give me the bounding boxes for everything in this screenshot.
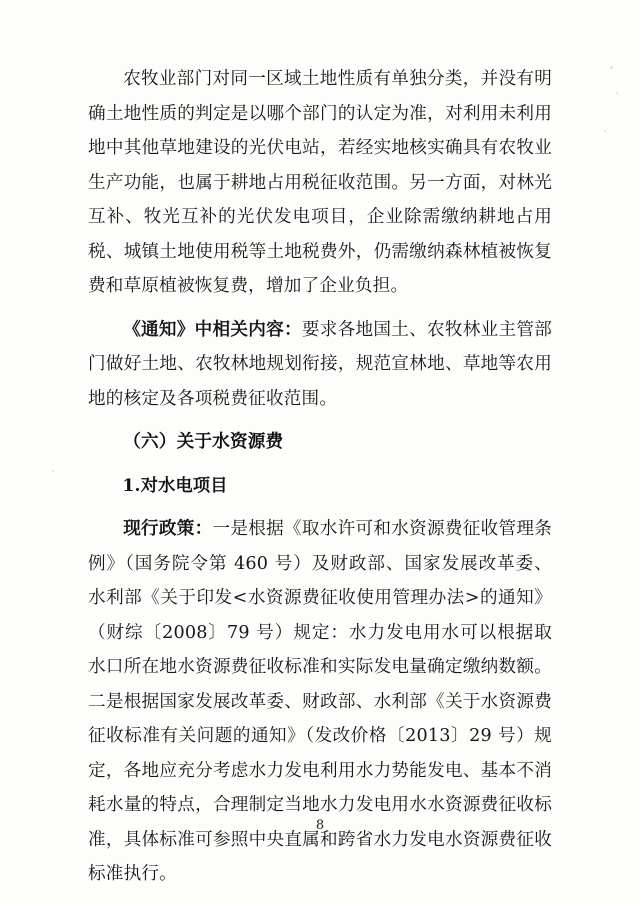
scan-speckle: [616, 92, 618, 94]
page-number: 8: [315, 818, 325, 833]
scan-speckle: [610, 66, 613, 69]
paragraph-1: 农牧业部门对同一区域土地性质有单独分类，并没有明确土地性质的判定是以哪个部门的认定为准，对利用未利用地中其他草地建设的光伏电站，若经实地核实确具有农牧业生产功能，也属于耕地占用税征收范围。另一方面，对林光互补、牧光互补的光伏发电项目，企业除需缴纳耕地占用税、城镇土地使用税等土地税费外，仍需缴纳森林植被恢复费和草原植被恢复费，增加了企业负担。: [88, 69, 552, 296]
document-text-body: [88, 62, 552, 892]
paragraph-spacer: [88, 460, 552, 469]
paragraph-spacer: [88, 416, 552, 425]
section-heading: （六）关于水资源费: [123, 431, 284, 452]
paragraph-3-lead: 现行政策：: [123, 518, 213, 539]
paragraph-3-text: 一是根据《取水许可和水资源费征收管理条例》（国务院令第 460 号）及财政部、国家发展改革委、水利部《关于印发<水资源费征收使用管理办法>的通知》（财综〔2008〕79 号）规定：水力发电用水可以根据取水口所在地水资源费征收标准和实际发电量确定缴纳数额。二是根据国家发展改革委、财政部、水利部《关于水资源费征收标准有关问题的通知》（发改价格〔2013〕29 号）规定，各地应充分考虑水力发电利用水力势能发电、基本不消耗水量的特点，合理制定当地水力发电用水水资源费征收标准，具体标准可参照中央直属和跨省水力发电水资源费征收标准执行。: [88, 519, 552, 884]
paragraph-spacer: [88, 503, 552, 512]
scan-speckle: [604, 130, 606, 132]
paragraph-spacer: [88, 304, 552, 313]
paragraph-2: [88, 313, 552, 417]
paragraph-3: [88, 512, 552, 892]
section-subheading: 1.对水电项目: [122, 475, 228, 496]
paragraph-2-text: 要求各地国土、农牧林业主管部门做好土地、农牧林地规划衔接，规范宣林地、草地等农用地的核定及各项税费征收范围。: [88, 319, 552, 409]
paragraph-2-lead: 《通知》中相关内容：: [123, 318, 302, 340]
scan-speckle: [52, 470, 54, 472]
